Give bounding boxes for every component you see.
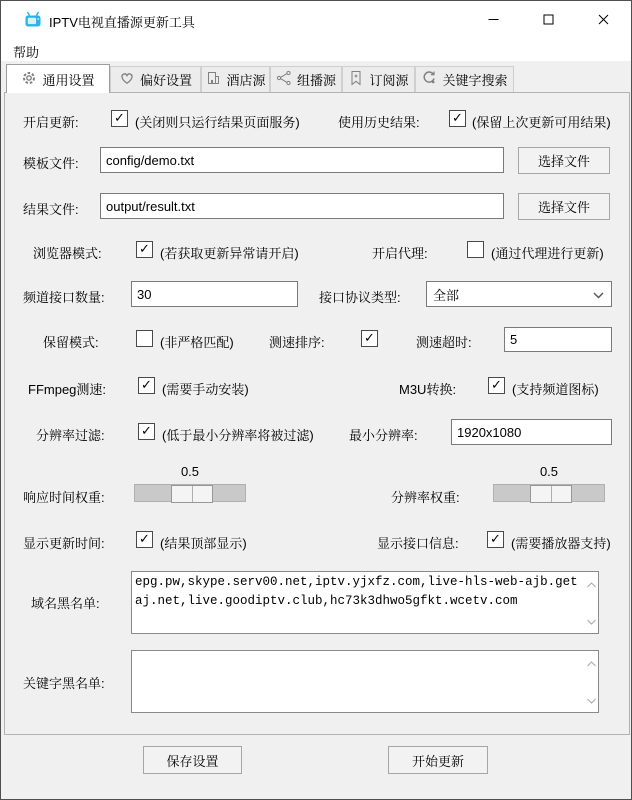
response-weight-slider-thumb[interactable] [171, 485, 213, 503]
keep-mode-label: 保留模式: [43, 335, 99, 350]
menu-help[interactable]: 帮助 [13, 45, 40, 60]
tv-icon [24, 11, 42, 33]
m3u-convert-label: M3U转换: [399, 382, 457, 397]
keyword-blacklist-textarea[interactable] [132, 651, 585, 712]
tab-subscription-source[interactable] [342, 66, 415, 92]
tab-label: 组播源 [296, 73, 336, 88]
channel-count-label: 频道接口数量: [23, 290, 105, 305]
open-update-hint: (关闭则只运行结果页面服务) [135, 115, 300, 130]
tab-multicast-source[interactable] [270, 66, 342, 92]
proxy-hint: (通过代理进行更新) [491, 246, 604, 261]
resolution-filter-checkbox[interactable]: ✓ [138, 423, 155, 440]
ffmpeg-speed-hint: (需要手动安装) [162, 382, 249, 397]
channel-count-input[interactable] [131, 281, 298, 307]
protocol-type-dropdown[interactable] [426, 281, 612, 307]
tab-label: 偏好设置 [139, 73, 192, 88]
proxy-checkbox[interactable] [467, 241, 484, 258]
resolution-filter-hint: (低于最小分辨率将被过滤) [162, 428, 314, 443]
m3u-convert-checkbox[interactable]: ✓ [488, 377, 505, 394]
tab-keyword-search[interactable] [415, 66, 514, 92]
chevron-up-icon[interactable] [587, 575, 596, 593]
gear-icon [21, 70, 37, 89]
min-resolution-input[interactable] [451, 419, 612, 445]
tab-preferences[interactable] [110, 66, 201, 92]
caption-buttons [466, 1, 631, 37]
show-update-time-label: 显示更新时间: [23, 536, 105, 551]
tab-label: 通用设置 [42, 72, 95, 88]
browser-mode-checkbox[interactable]: ✓ [136, 241, 153, 258]
start-update-button[interactable]: 开始更新 [388, 746, 488, 774]
keyword-blacklist-box [131, 650, 599, 713]
resolution-weight-slider-thumb[interactable] [530, 485, 572, 503]
result-file-input[interactable] [100, 193, 504, 219]
chevron-down-icon[interactable] [587, 612, 596, 630]
thumb-groove [192, 486, 193, 502]
settings-pane [4, 92, 630, 735]
resolution-weight-value: 0.5 [539, 464, 559, 479]
result-file-label: 结果文件: [23, 202, 79, 217]
tab-label: 订阅源 [369, 73, 409, 88]
keep-mode-hint: (非严格匹配) [160, 335, 234, 350]
template-file-input[interactable] [100, 147, 504, 173]
use-history-checkbox[interactable]: ✓ [449, 110, 466, 127]
protocol-type-value: 全部 [433, 287, 460, 303]
protocol-type-label: 接口协议类型: [319, 290, 401, 305]
chevron-up-icon[interactable] [587, 654, 596, 672]
domain-blacklist-label: 域名黑名单: [31, 596, 100, 611]
template-file-label: 模板文件: [23, 156, 79, 171]
building-icon [205, 70, 221, 89]
domain-blacklist-scrollbar[interactable] [585, 572, 598, 633]
show-update-time-hint: (结果顶部显示) [160, 536, 247, 551]
response-weight-slider[interactable] [134, 484, 246, 502]
tab-general-settings[interactable] [6, 64, 110, 93]
thumb-groove [551, 486, 552, 502]
template-file-browse-button[interactable]: 选择文件 [518, 147, 610, 174]
browser-mode-hint: (若获取更新异常请开启) [160, 246, 299, 261]
window-title: IPTV电视直播源更新工具 [49, 15, 195, 30]
browser-mode-label: 浏览器模式: [33, 246, 102, 261]
ffmpeg-speed-checkbox[interactable]: ✓ [138, 377, 155, 394]
minimize-icon[interactable] [466, 1, 521, 37]
close-icon[interactable] [576, 1, 631, 37]
result-file-browse-button[interactable]: 选择文件 [518, 193, 610, 220]
tab-label: 关键字搜索 [442, 73, 508, 88]
use-history-label: 使用历史结果: [338, 115, 420, 130]
speed-timeout-input[interactable] [504, 327, 612, 352]
search-refresh-icon [421, 70, 437, 89]
keep-mode-checkbox[interactable] [136, 330, 153, 347]
keyword-blacklist-scrollbar[interactable] [585, 651, 598, 712]
open-update-checkbox[interactable]: ✓ [111, 110, 128, 127]
speed-sort-checkbox[interactable]: ✓ [361, 330, 378, 347]
show-update-time-checkbox[interactable]: ✓ [136, 531, 153, 548]
speed-timeout-label: 测速超时: [416, 335, 472, 350]
show-interface-info-checkbox[interactable]: ✓ [487, 531, 504, 548]
domain-blacklist-textarea[interactable] [132, 572, 585, 633]
keyword-blacklist-label: 关键字黑名单: [23, 676, 105, 691]
chevron-down-icon [593, 287, 604, 302]
maximize-icon[interactable] [521, 1, 576, 37]
resolution-weight-slider[interactable] [493, 484, 605, 502]
share-network-icon [276, 70, 292, 89]
m3u-convert-hint: (支持频道图标) [512, 382, 599, 397]
response-weight-label: 响应时间权重: [23, 490, 105, 505]
show-interface-info-label: 显示接口信息: [377, 536, 459, 551]
use-history-hint: (保留上次更新可用结果) [472, 115, 611, 130]
show-interface-info-hint: (需要播放器支持) [511, 536, 611, 551]
min-resolution-label: 最小分辨率: [349, 428, 418, 443]
chevron-down-icon[interactable] [587, 691, 596, 709]
open-update-label: 开启更新: [23, 115, 79, 130]
tab-hotel-source[interactable] [201, 66, 270, 92]
domain-blacklist-box [131, 571, 599, 634]
save-settings-button[interactable]: 保存设置 [143, 746, 242, 774]
heart-icon [119, 70, 135, 89]
response-weight-value: 0.5 [180, 464, 200, 479]
ffmpeg-speed-label: FFmpeg测速: [28, 382, 107, 397]
proxy-label: 开启代理: [372, 246, 428, 261]
bookmark-icon [348, 70, 364, 89]
resolution-filter-label: 分辨率过滤: [36, 428, 105, 443]
tab-label: 酒店源 [226, 73, 266, 88]
speed-sort-label: 测速排序: [269, 335, 325, 350]
resolution-weight-label: 分辨率权重: [391, 490, 460, 505]
